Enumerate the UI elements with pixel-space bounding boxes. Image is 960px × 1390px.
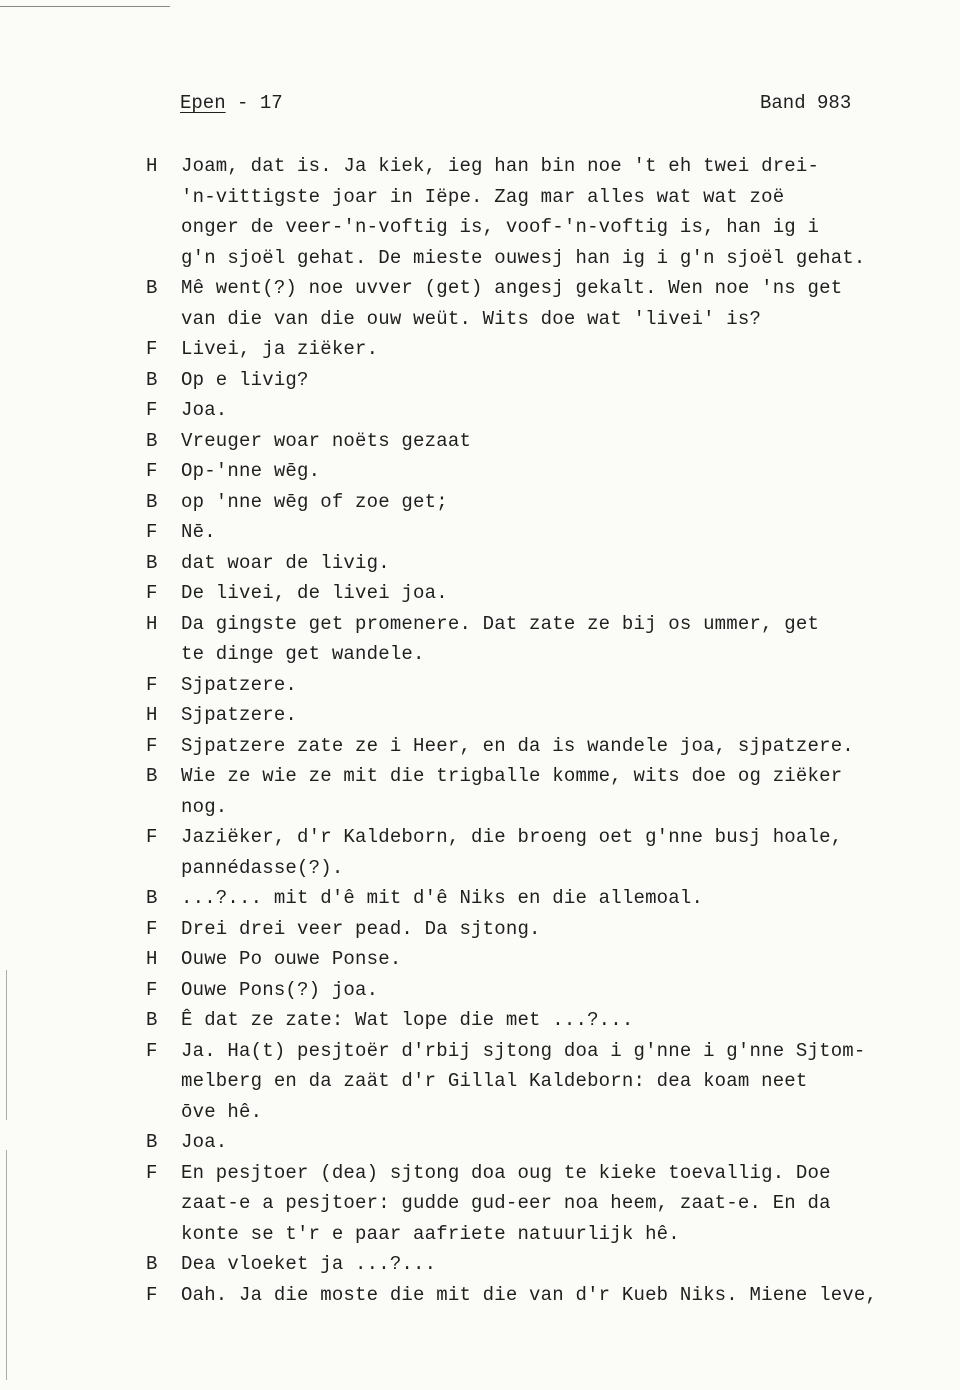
transcript-line: Ouwe Po ouwe Ponse. [181, 948, 402, 970]
speaker-label: F [146, 734, 158, 757]
transcript-line: Vreuger woar noëts gezaat [181, 429, 472, 452]
transcript-line: van die van die ouw weüt. Wits doe wat 'livei' is? [181, 307, 762, 330]
speaker-label: F [146, 521, 158, 543]
speaker-label: B [146, 368, 158, 391]
transcript-line: Dea vloeket ja ...?... [181, 1253, 437, 1275]
speaker-label: F [146, 1039, 158, 1062]
transcript-line: Sjpatzere zate ze i Heer, en da is wandele joa, sjpatzere. [181, 734, 854, 757]
speaker-label: B [146, 490, 158, 513]
transcript-line: nog. [181, 795, 228, 818]
transcript-line: ...?... mit d'ê mit d'ê Niks en die allemoal. [181, 887, 704, 909]
speaker-label: F [146, 1283, 158, 1306]
speaker-label: F [146, 399, 158, 421]
transcript-line: te dinge get wandele. [181, 643, 425, 665]
page-number: - 17 [237, 92, 283, 114]
speaker-label: B [146, 765, 158, 787]
speaker-label: F [146, 582, 158, 604]
page-header-left [180, 92, 283, 114]
speaker-label: F [146, 1161, 158, 1184]
transcript-line: Ouwe Pons(?) joa. [181, 978, 379, 1001]
speaker-label: F [146, 917, 158, 940]
transcript-line: melberg en da zaät d'r Gillal Kaldeborn: dea koam neet [181, 1070, 808, 1092]
speaker-label: B [146, 887, 158, 909]
speaker-label: F [146, 673, 158, 696]
transcript-line: konte se t'r e paar aafriete natuurlijk hê. [181, 1222, 680, 1245]
transcript-line: Ê dat ze zate: Wat lope die met ...?... [181, 1009, 634, 1031]
speaker-label: H [146, 612, 158, 635]
speaker-label: F [146, 826, 158, 848]
transcript-line: Joa. [181, 1131, 228, 1153]
transcript-line: Joam, dat is. Ja kiek, ieg han bin noe 't eh twei drei- [181, 155, 820, 177]
speaker-label: F [146, 338, 158, 360]
speaker-label: B [146, 1131, 158, 1153]
transcript-line: pannédasse(?). [181, 856, 344, 879]
transcript-line: Jaziëker, d'r Kaldeborn, die broeng oet g'nne busj hoale, [181, 826, 843, 848]
transcript-line: Op-'nne wēg. [181, 460, 321, 482]
transcript-line: 'n-vittigste joar in Iëpe. Zag mar alles wat wat zoë [181, 185, 785, 208]
transcript-line: Mê went(?) noe uvver (get) angesj gekalt. Wen noe 'ns get [181, 277, 843, 299]
speaker-label: F [146, 460, 158, 482]
transcript-line: Nē. [181, 521, 216, 543]
transcript-line: ōve hê. [181, 1100, 263, 1123]
transcript-line: Oah. Ja die moste die mit die van d'r Kueb Niks. Miene leve, [181, 1283, 878, 1306]
transcript-line: dat woar de livig. [181, 551, 390, 574]
scan-margin-mark [6, 970, 7, 1120]
speaker-label: B [146, 1009, 158, 1031]
speaker-label: F [146, 978, 158, 1001]
transcript-line: Livei, ja ziëker. [181, 338, 379, 360]
transcript-line: g'n sjoël gehat. De mieste ouwesj han ig i g'n sjoël gehat. [181, 246, 866, 269]
transcript-line: zaat-e a pesjtoer: gudde gud-eer noa heem, zaat-e. En da [181, 1192, 831, 1214]
scan-top-rule [0, 6, 170, 7]
transcript-line: En pesjtoer (dea) sjtong doa oug te kieke toevallig. Doe [181, 1161, 831, 1184]
speaker-label: H [146, 155, 158, 177]
scan-margin-mark [6, 1150, 7, 1380]
speaker-label: B [146, 277, 158, 299]
speaker-label: H [146, 704, 158, 726]
transcript-line: Joa. [181, 399, 228, 421]
band-label: Band 983 [760, 92, 852, 114]
transcript-line: op 'nne wēg of zoe get; [181, 490, 448, 513]
transcript-line: Op e livig? [181, 368, 309, 391]
transcript-line: Ja. Ha(t) pesjtoër d'rbij sjtong doa i g'nne i g'nne Sjtom- [181, 1039, 866, 1062]
transcript-line: Sjpatzere. [181, 704, 298, 726]
transcript-line: De livei, de livei joa. [181, 582, 448, 604]
document-title: Epen [180, 92, 226, 114]
transcript-line: Wie ze wie ze mit die trigballe komme, wits doe og ziëker [181, 765, 843, 787]
speaker-label: B [146, 1253, 158, 1275]
transcript-line: Da gingste get promenere. Dat zate ze bij os ummer, get [181, 612, 820, 635]
speaker-label: H [146, 948, 158, 970]
speaker-label: B [146, 551, 158, 574]
transcript-line: Sjpatzere. [181, 673, 298, 696]
transcript-line: Drei drei veer pead. Da sjtong. [181, 917, 541, 940]
transcript-line: onger de veer-'n-voftig is, voof-'n-voftig is, han ig i [181, 216, 820, 238]
speaker-label: B [146, 429, 158, 452]
